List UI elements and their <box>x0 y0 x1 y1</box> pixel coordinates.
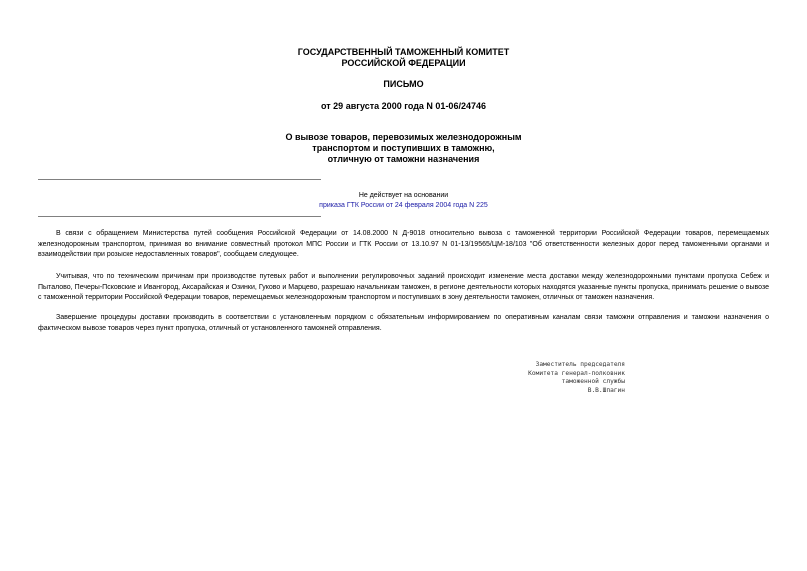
title-line-3: отличную от таможни назначения <box>327 154 480 164</box>
document-date-number: от 29 августа 2000 года N 01-06/24746 <box>321 101 486 111</box>
title-line-1: О вывозе товаров, перевозимых железнодорожным <box>285 132 522 142</box>
signature-line-4: В.В.Шпагин <box>587 386 625 394</box>
paragraph-text: Завершение процедуры доставки производить в соответствии с установленным порядком с обязательным информированием по оперативным каналам связи таможни отправления и таможни назначения о фактическом вывозе товаров через пункт пропуска, отличный от установленного таможней отправления. <box>38 314 769 332</box>
paragraph-text: В связи с обращением Министерства путей сообщения Российской Федерации от 14.08.2000 N Д-9018 относительно вывоза с таможенной территории Российской Федерации товаров, перемещаемых железнодорожным транспортом, принимая во внимание совместный протокол МПС России и ГТК России от 13.10.97 N 01-13/19565/ЦМ-18/103 "Об ответственности железных дорог перед таможенными органами и взаимодействии при розыске недоставленных товаров", сообщаем следующее. <box>38 230 769 258</box>
document-type: ПИСЬМО <box>383 79 424 89</box>
body-paragraph-3 <box>38 313 769 334</box>
issuing-organization <box>0 47 807 69</box>
signature-block <box>500 361 625 395</box>
org-line-2: РОССИЙСКОЙ ФЕДЕРАЦИИ <box>341 58 466 68</box>
signature-line-3: таможенной службы <box>561 378 625 385</box>
document-title <box>0 132 807 165</box>
body-paragraph-1 <box>38 229 769 261</box>
divider-bottom <box>38 216 321 217</box>
signature-line-2: Комитета генерал-полковник <box>528 369 625 377</box>
body-paragraph-2 <box>38 272 769 304</box>
paragraph-text: Учитывая, что по техническим причинам при производстве путевых работ и выполнении регулировочных заданий происходит изменение места доставки между железнодорожными пунктами пропуска Себеж и Пыталово, Печеры-Псковские и Ивангород, Аксарайская и Озинки, Гуково и Марцево, разрешаю начальникам таможен, в регионе деятельности которых находятся указанные пункты пропуска, принимать решение о вывозе с таможенной территории Российской Федерации товаров, перемещаемых железнодорожным транспортом и поступивших в зону деятельности таможен, отличных от таможен назначения. <box>38 273 769 301</box>
title-line-2: транспортом и поступивших в таможню, <box>312 143 495 153</box>
repeal-order-link[interactable]: приказа ГТК России от 24 февраля 2004 года N 225 <box>319 202 488 209</box>
status-note: Не действует на основании <box>358 192 449 199</box>
divider-top <box>38 179 321 180</box>
signature-line-1: Заместитель председателя <box>535 361 625 368</box>
org-line-1: ГОСУДАРСТВЕННЫЙ ТАМОЖЕННЫЙ КОМИТЕТ <box>297 47 510 57</box>
